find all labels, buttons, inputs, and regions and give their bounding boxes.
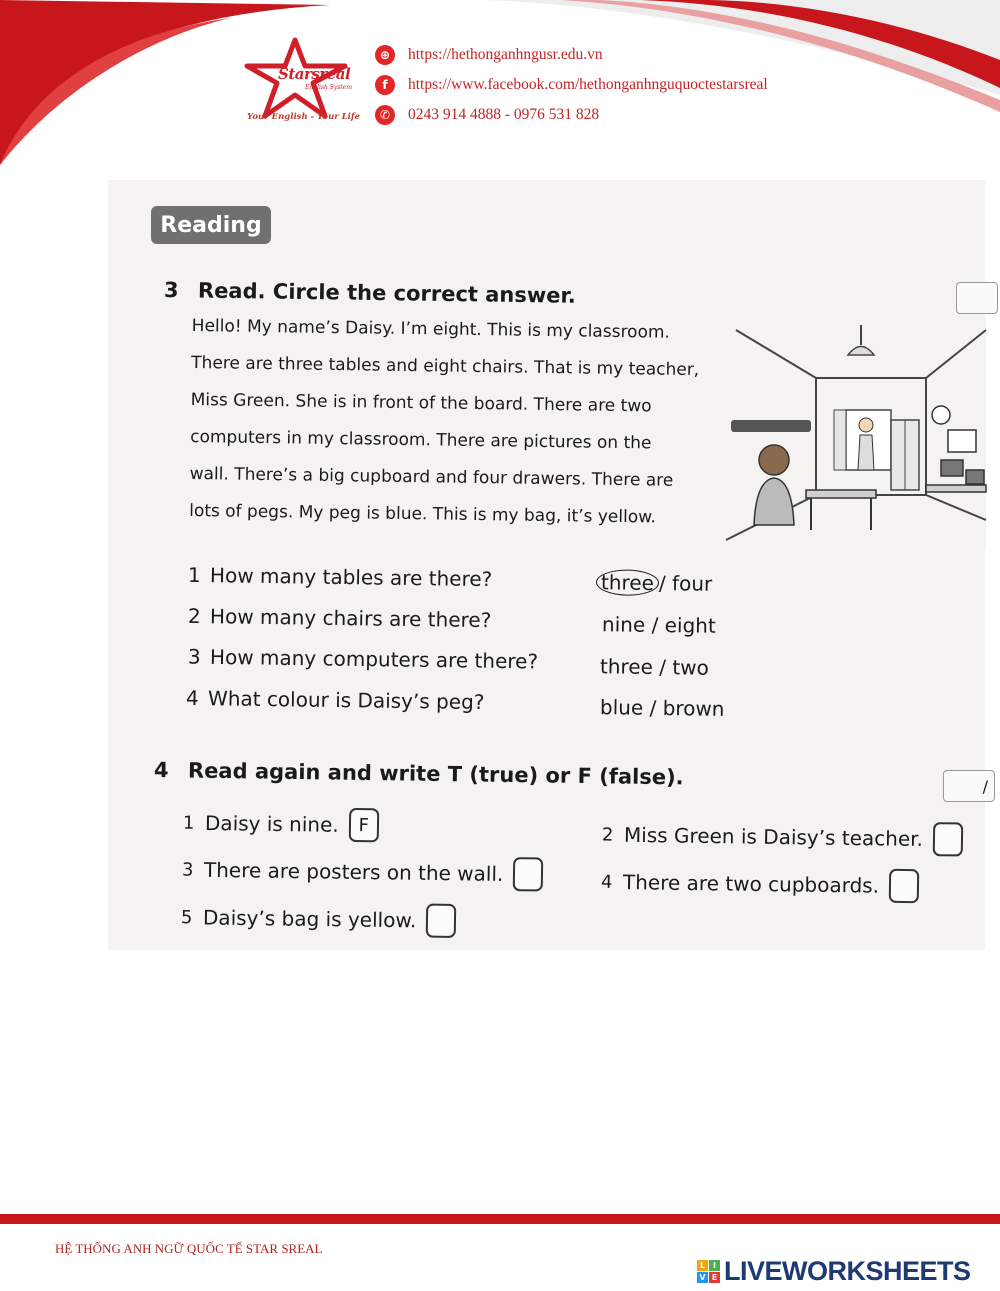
facebook-link[interactable]: https://www.facebook.com/hethonganhnguquoctestarsreal [408, 76, 768, 93]
answer-box[interactable] [933, 822, 963, 856]
passage-line: Miss Green. She is in front of the board. There are two [190, 389, 652, 417]
exercise-4-instruction: Read again and write T (true) or F (false). [187, 758, 684, 790]
question-number: 1 [187, 562, 201, 588]
answer-option[interactable]: four [671, 571, 713, 596]
contact-list [375, 40, 768, 130]
reading-passage [189, 308, 752, 538]
liveworksheets-brand [697, 1256, 971, 1287]
question-number: 4 [185, 685, 199, 711]
passage-line: There are three tables and eight chairs. That is my teacher, [191, 352, 700, 381]
liveworksheets-wordmark: LIVEWORKSHEETS [724, 1256, 971, 1286]
tf-item-1 [183, 806, 379, 843]
exercise-4-heading [154, 758, 684, 789]
option-separator: / [651, 612, 659, 637]
item-number: 2 [601, 823, 614, 846]
item-number: 4 [600, 871, 613, 893]
globe-icon: ⊕ [375, 45, 395, 65]
answer-option[interactable]: three [599, 654, 654, 679]
exercise-3-number: 3 [163, 278, 179, 303]
option-separator: / [659, 655, 667, 680]
exercise-4-number: 4 [153, 758, 169, 783]
circled-answer[interactable]: three [596, 569, 659, 596]
answer-box[interactable] [426, 904, 456, 938]
passage-line: Hello! My name’s Daisy. I’m eight. This is my classroom. [191, 315, 671, 343]
logo-name: Starsreal [278, 65, 351, 83]
tf-item-2 [602, 817, 963, 856]
logo-letter: E [709, 1272, 720, 1283]
passage-line: wall. There’s a big cupboard and four drawers. There are [189, 463, 674, 491]
starsreal-logo [245, 38, 360, 128]
logo-letter: V [697, 1272, 708, 1283]
question-4 [186, 686, 485, 714]
answer-options-2 [602, 612, 716, 638]
answer-option[interactable]: two [672, 655, 709, 680]
question-number: 2 [187, 603, 201, 629]
question-number: 3 [187, 644, 201, 669]
reading-section-label: Reading [151, 206, 271, 244]
website-link[interactable]: https://hethonganhngusr.edu.vn [408, 46, 603, 63]
contact-phone [375, 100, 768, 130]
item-text: Miss Green is Daisy’s teacher. [623, 822, 924, 851]
answer-options-4 [600, 695, 725, 721]
logo-slogan: Your English - Your Life [247, 112, 360, 122]
option-separator: / [658, 571, 666, 596]
answer-box[interactable] [513, 857, 543, 891]
footer-bar [0, 1214, 1000, 1224]
answer-option[interactable]: brown [662, 696, 725, 721]
worksheet-scan [108, 180, 988, 950]
question-text: How many tables are there? [209, 563, 493, 592]
classroom-illustration [726, 320, 986, 550]
answer-box[interactable]: F [348, 808, 378, 842]
question-1 [188, 563, 493, 591]
item-number: 3 [181, 858, 194, 881]
question-3 [188, 645, 538, 674]
item-text: Daisy is nine. [204, 810, 339, 837]
passage-line: lots of pegs. My peg is blue. This is my bag, it’s yellow. [189, 500, 657, 528]
logo-letter: I [709, 1260, 720, 1271]
answer-option[interactable]: eight [664, 613, 716, 638]
answer-box[interactable] [889, 869, 919, 903]
exercise-3-heading [164, 278, 576, 308]
item-number: 5 [180, 906, 193, 928]
answer-option[interactable]: blue [599, 695, 644, 720]
score-box [956, 282, 998, 314]
score-box-mark: / [982, 776, 988, 796]
passage-line: computers in my classroom. There are pictures on the [190, 426, 652, 454]
question-text: How many chairs are there? [209, 604, 492, 633]
tf-item-3 [182, 852, 544, 891]
question-2 [188, 604, 492, 632]
question-text: How many computers are there? [209, 644, 539, 674]
logo-subtitle: English System [305, 84, 353, 91]
footer-org-name: HỆ THỐNG ANH NGỮ QUỐC TẾ STAR SREAL [55, 1241, 323, 1256]
item-text: There are posters on the wall. [203, 857, 504, 886]
item-text: Daisy’s bag is yellow. [202, 905, 417, 933]
answer-option[interactable]: nine [601, 612, 646, 637]
score-box [943, 770, 995, 802]
facebook-icon: f [375, 75, 395, 95]
question-text: What colour is Daisy’s peg? [207, 686, 485, 715]
option-separator: / [649, 695, 657, 720]
exercise-3-instruction: Read. Circle the correct answer. [197, 278, 576, 308]
phone-icon: ✆ [375, 105, 395, 125]
item-number: 1 [182, 812, 195, 834]
item-text: There are two cupboards. [622, 870, 880, 898]
tf-item-4 [601, 865, 919, 903]
contact-facebook [375, 70, 768, 100]
answer-options-3 [600, 654, 709, 680]
phone-numbers: 0243 914 4888 - 0976 531 828 [408, 106, 600, 123]
answer-options-1 [596, 569, 713, 597]
contact-website [375, 40, 768, 70]
tf-item-5 [181, 900, 457, 938]
liveworksheets-logo-icon [697, 1260, 720, 1283]
logo-letter: L [697, 1260, 708, 1271]
